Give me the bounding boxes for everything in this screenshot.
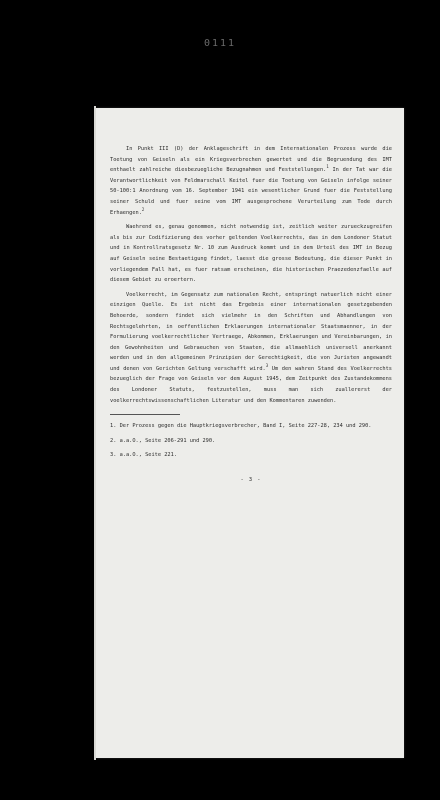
paragraph-text: Um den wahren Stand des Voelkerrechts bezueglich der Frage von Geiseln vor dem August 1945, dem Zeitpunkt des Zustandekommens des Londoner Statuts, festzustellen, muss man sich zuallererst der voelkerrechtswissenschaftlichen Literatur und den Kommentaren zuwenden. bbox=[110, 365, 392, 404]
paragraph-2 bbox=[110, 222, 392, 286]
paragraph-3 bbox=[110, 290, 392, 407]
page-body bbox=[110, 144, 392, 486]
paragraph-text: In der Tat war die Verantwortlichkeit von Feldmarschall Keitel fuer die Toetung von Geiseln infolge seiner 50-100:1 Anordnung vom 16. September 1941 ein wesentlicher Grund fuer die Feststellung seiner Schuld und fuer seine vom IMT ausgesprochene Verurteilung zum Tode durch Erhaengen. bbox=[110, 167, 392, 216]
document-page bbox=[96, 108, 404, 758]
footnote-ref: 1 bbox=[326, 164, 329, 170]
paragraph-text: Waehrend es, genau genommen, nicht notwendig ist, zeitlich weiter zurueckzugreifen als bis zur Codifizierung des vorher geltenden Voelkerrechts, das in dem Londoner Statut und in Kontrollratsgesetz Nr. 10 zum Ausdruck kommt und in dem Urteil des IMT in Bezug auf Geiseln seine Bestaetigung findet, laesst die grosse Bedeutung, die dieser Punkt in vorliegendem Fall hat, es fuer ratsam erscheinen, die historischen Praezedenzfaelle auf diesem Gebiet zu eroertern. bbox=[110, 224, 392, 284]
footnote-separator bbox=[110, 414, 180, 415]
footnote-ref: 2 bbox=[141, 206, 145, 212]
footnote-2: 2. a.a.O., Seite 206-291 und 290. bbox=[110, 437, 216, 444]
paragraph-text: In Punkt III (D) der Anklageschrift in dem Internationalen Prozess wurde die Toetung von Geiseln als ein Kriegsverbrechen gewertet und die Begruendung des IMT enthaelt zahlreiche diesbezuegliche Bezugnahmen und Feststellungen. bbox=[110, 146, 392, 174]
page-number: - 3 - bbox=[240, 477, 262, 484]
footnote-3: 3. a.a.O., Seite 221. bbox=[110, 452, 177, 459]
footnote-1: 1. Der Prozess gegen die Hauptkriegsverbrecher, Band I, Seite 227-28, 234 und 290. bbox=[110, 423, 372, 430]
footnote-ref: 3 bbox=[265, 363, 269, 369]
frame-number: 0111 bbox=[203, 38, 237, 49]
paragraph-1 bbox=[110, 144, 392, 218]
paragraph-text: Voelkerrecht, im Gegensatz zum nationalen Recht, entspringt natuerlich nicht einer einzigen Quelle. Es ist nicht das Ergebnis einer internationalen gesetzgebenden Behoerde, sondern findet sich vielmehr in den Schriften und Abhandlungen von Rechtsgelehrten, in oeffentlichen Erklaerungen internationaler Staatsmaenner, in der Formulierung voelkerrechtlicher Vertraege, Abkommen, Erklaerungen und Vereinbarungen, in den Gewohnheiten und Gebraeuchen von Staaten, die allmaehlich universell anerkannt werden und in den allgemeinen Prinzipien der Gerechtigkeit, die von Juristen angewandt und denen von Gerichten Geltung verschafft wird. bbox=[110, 291, 392, 372]
